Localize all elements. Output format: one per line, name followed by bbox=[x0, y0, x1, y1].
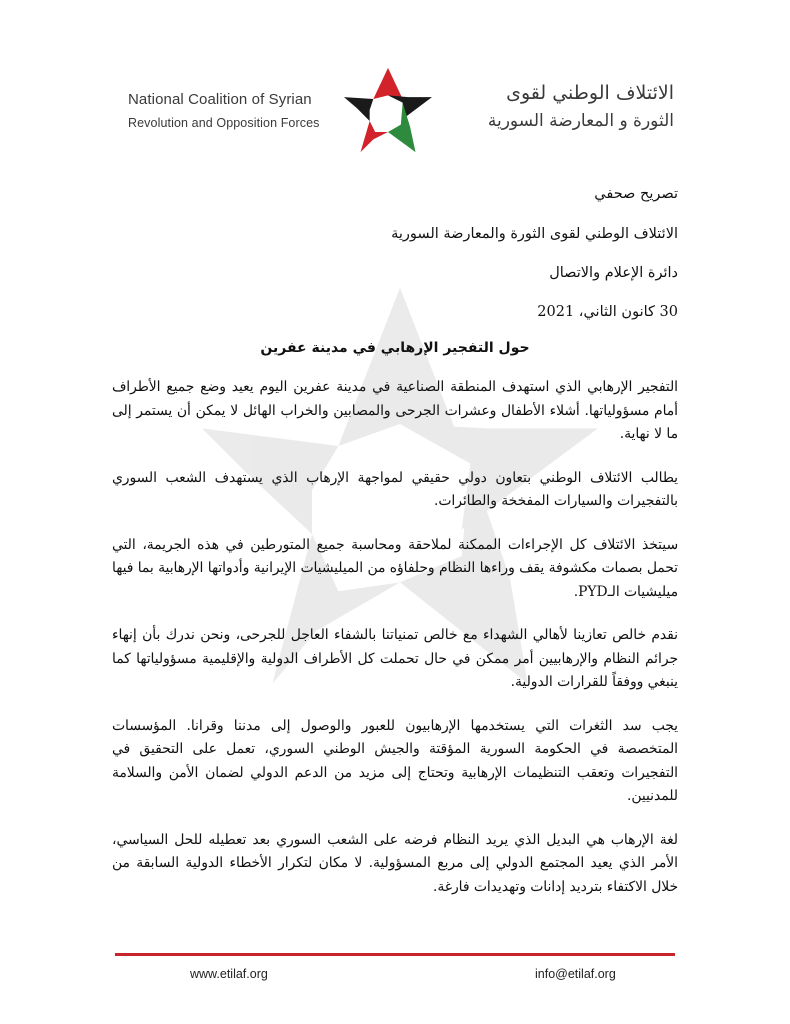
body-paragraph: التفجير الإرهابي الذي استهدف المنطقة الصناعية في مدينة عفرين اليوم يعيد وضع جميع الأطراف أمام مسؤولياتها. أشلاء الأطفال وعشرات الجرحى والمصابين والخراب الهائل لا يمكن أن يستمر إلى ما لا نهاية. bbox=[112, 379, 678, 442]
footer-email-link[interactable]: info@etilaf.org bbox=[535, 967, 616, 981]
org-name-en-line2: Revolution and Opposition Forces bbox=[128, 116, 320, 130]
statement-title: حول التفجير الإرهابي في مدينة عفرين bbox=[260, 340, 530, 356]
org-name-en bbox=[128, 90, 343, 133]
coalition-star-logo-icon bbox=[342, 66, 434, 154]
body-paragraph: يطالب الائتلاف الوطني بتعاون دولي حقيقي لمواجهة الإرهاب الذي يستهدف الشعب السوري بالتفجيرات والسيارات المفخخة والطائرات. bbox=[112, 469, 678, 509]
body-paragraph: لغة الإرهاب هي البديل الذي يريد النظام فرضه على الشعب السوري بعد تعطيله للحل السياسي، الأمر الذي يعيد المجتمع الدولي إلى مربع المسؤولية. لا مكان لتكرار الأخطاء الدولية السابقة من خلال الاكتفاء بترديد إدانات وتهديدات فارغة. bbox=[112, 831, 678, 895]
logo-star-red-arm-bottom-left bbox=[361, 121, 389, 152]
logo-star-center bbox=[377, 99, 399, 121]
body-paragraph: نقدم خالص تعازينا لأهالي الشهداء مع خالص تمنياتنا بالشفاء العاجل للجرحى، ونحن ندرك بأن إنهاء جرائم النظام والإرهابيين أمر ممكن في حال تحملت كل الأطراف الدولية والإقليمية مسؤولياتها كما ينبغي ووفقاً للقرارات الدولية. bbox=[112, 627, 678, 690]
org-name-ar-line2: الثورة و المعارضة السورية bbox=[487, 111, 674, 131]
footer-divider bbox=[115, 953, 675, 956]
body-paragraph: يجب سد الثغرات التي يستخدمها الإرهابيون للعبور والوصول إلى مدننا وقرانا. المؤسسات المتخصصة في الحكومة السورية المؤقتة والجيش الوطني السوري، تعمل على التحقيق في التفجيرات وتعقب التنظيمات الإرهابية وتحتاج إلى مزيد من الدعم الدولي لضمان الأمن والسلامة للمدنيين. bbox=[112, 717, 678, 804]
org-name-ar bbox=[444, 80, 674, 134]
statement-body bbox=[112, 376, 678, 919]
logo-star-black-arm-left bbox=[344, 97, 373, 121]
statement-type: تصريح صحفي bbox=[594, 186, 678, 202]
logo-star-red-arm bbox=[373, 68, 402, 99]
org-name-ar-line1: الائتلاف الوطني لقوى bbox=[506, 82, 674, 104]
footer-website-link[interactable]: www.etilaf.org bbox=[190, 967, 268, 981]
statement-department: دائرة الإعلام والاتصال bbox=[549, 265, 678, 281]
org-name-en-line1: National Coalition of Syrian bbox=[128, 91, 312, 108]
statement-date: 30 كانون الثاني، 2021 bbox=[537, 304, 678, 320]
body-paragraph: سيتخذ الائتلاف كل الإجراءات الممكنة لملاحقة ومحاسبة جميع المتورطين في هذه الجريمة، التي تحمل بصمات مكشوفة يقف وراءها النظام وحلفاؤه من الميليشيات الإيرانية وأدواتها الإرهابية بما فيها ميليشيات الـPYD. bbox=[112, 536, 678, 600]
statement-issuer: الائتلاف الوطني لقوى الثورة والمعارضة السورية bbox=[391, 226, 678, 242]
